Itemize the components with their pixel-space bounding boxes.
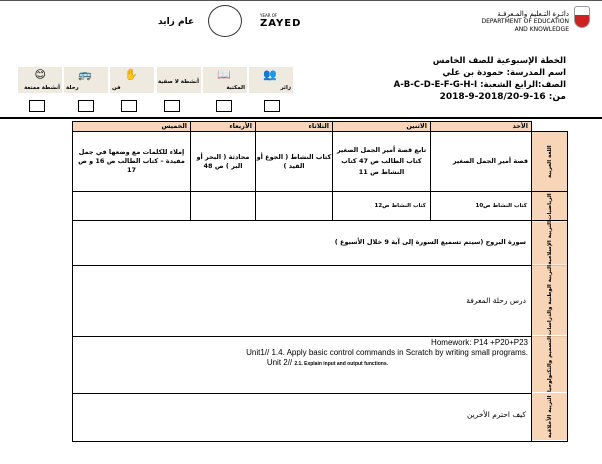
day-thursday: الخميس — [73, 122, 191, 132]
table-row — [73, 336, 568, 393]
zayed-label: ZAYED — [260, 18, 302, 29]
day-tuesday: الثلاثاء — [256, 122, 333, 132]
smiley-icon: 😊 — [34, 68, 46, 81]
table-cell: كتاب النشاط ص10 — [431, 192, 532, 221]
table-cell: قصة أمير الجمل الصغير — [431, 132, 532, 192]
grade-sections: الصف:الرابع الشعبة: A-B-C-D-E-F-G-H-I — [393, 80, 566, 90]
table-cell: كتاب النشاط ص12 — [333, 192, 431, 221]
homework-line: Homework: P14 +P20+P23 — [431, 337, 528, 347]
table-cell — [191, 192, 256, 221]
table-cell: كيف احترم الأخرين — [73, 393, 532, 441]
activity-art: ✋ فن — [110, 67, 154, 93]
table-cell — [73, 192, 191, 221]
table-cell: محادثة ( البحر أو البر ) ص 48 — [191, 132, 256, 192]
table-row — [73, 221, 568, 266]
weekly-plan-table — [72, 121, 568, 442]
dept-logo-text — [481, 10, 569, 34]
activity-visitor: 👥 زائر — [249, 67, 293, 93]
table-row — [73, 132, 568, 192]
table-row — [73, 192, 568, 221]
checkbox-fun[interactable] — [29, 100, 45, 112]
table-cell: تابع قصة أمير الجمل الصغير كتاب الطالب ص 47 كتاب النشاط ص 11 — [333, 132, 431, 192]
table-cell: كتاب النشاط ( الجوع أو القيد ) — [256, 132, 333, 192]
checkbox-extracurricular[interactable] — [164, 100, 180, 112]
corner-cell — [532, 122, 568, 132]
teacher-name: اسم المدرسة: حمودة بن علي — [442, 68, 566, 78]
year-of-label: YEAR OF — [260, 13, 278, 18]
checkbox-art[interactable] — [121, 100, 137, 112]
days-header-row — [73, 122, 568, 132]
table-cell — [256, 192, 333, 221]
checkbox-library[interactable] — [216, 100, 232, 112]
top-border — [0, 0, 602, 1]
dept-ar: دائـرة التـعليم والمـعرفـة — [497, 10, 569, 18]
subject-label: التربية الإسلامية — [532, 221, 568, 266]
bus-icon: 🚌 — [78, 68, 92, 81]
header-divider — [0, 117, 602, 119]
library-icon: 📖 — [217, 68, 231, 81]
zayed-ar-label: عام زايد — [158, 17, 195, 27]
table-cell: إملاء للكلمات مع وضعها في جمل مفيدة – كتاب الطالب ص 16 و ص 17 — [73, 132, 191, 192]
dept-en-2: AND KNOWLEDGE — [514, 26, 569, 33]
activity-library: 📖 المكتبة — [203, 67, 247, 93]
activity-fun: 😊 أنشطة ممتعة — [18, 67, 62, 93]
activity-trip: 🚌 رحلة — [64, 67, 108, 93]
unit1-line: Unit1// 1.4. Apply basic control commands in Scratch by writing small programs. — [246, 347, 528, 357]
dept-en-1: DEPARTMENT OF EDUCATION — [481, 18, 569, 25]
zayed-portrait-icon — [208, 5, 242, 37]
table-row — [73, 265, 568, 336]
dept-emblem-icon — [574, 6, 590, 28]
checkbox-visitor[interactable] — [264, 100, 280, 112]
date-range: من: 16-9-2018/20-9-2018 — [439, 92, 566, 102]
plan-title: الخطة الإسبوعية للصف الخامس — [432, 56, 566, 66]
subject-label: التصميم والتكنولوجيا — [532, 336, 568, 393]
day-wednesday: الأربعاء — [191, 122, 256, 132]
unit2-line: Unit 2// 2.1. Explain input and output functions. — [266, 357, 388, 367]
subject-label: اللغة العربية — [532, 132, 568, 192]
day-monday: الاثنين — [333, 122, 431, 132]
table-cell: سورة البروج (سيتم تسميع السورة إلى آية 9 خلال الأسبوع ) — [73, 221, 532, 266]
table-cell: درس رحلة المعرفة — [73, 265, 532, 336]
table-cell — [73, 336, 532, 393]
subject-label: التربية الوطنية والدراسات — [532, 265, 568, 336]
visitor-icon: 👥 — [263, 68, 277, 81]
subject-label: التربية الأخلاقية — [532, 393, 568, 441]
day-sunday: الأحد — [431, 122, 532, 132]
checkbox-trip[interactable] — [78, 100, 94, 112]
activity-extracurricular: أنشطة لا صفية — [157, 67, 201, 93]
subject-label: الرياضيات — [532, 192, 568, 221]
art-hand-icon: ✋ — [124, 68, 138, 81]
table-row — [73, 393, 568, 441]
